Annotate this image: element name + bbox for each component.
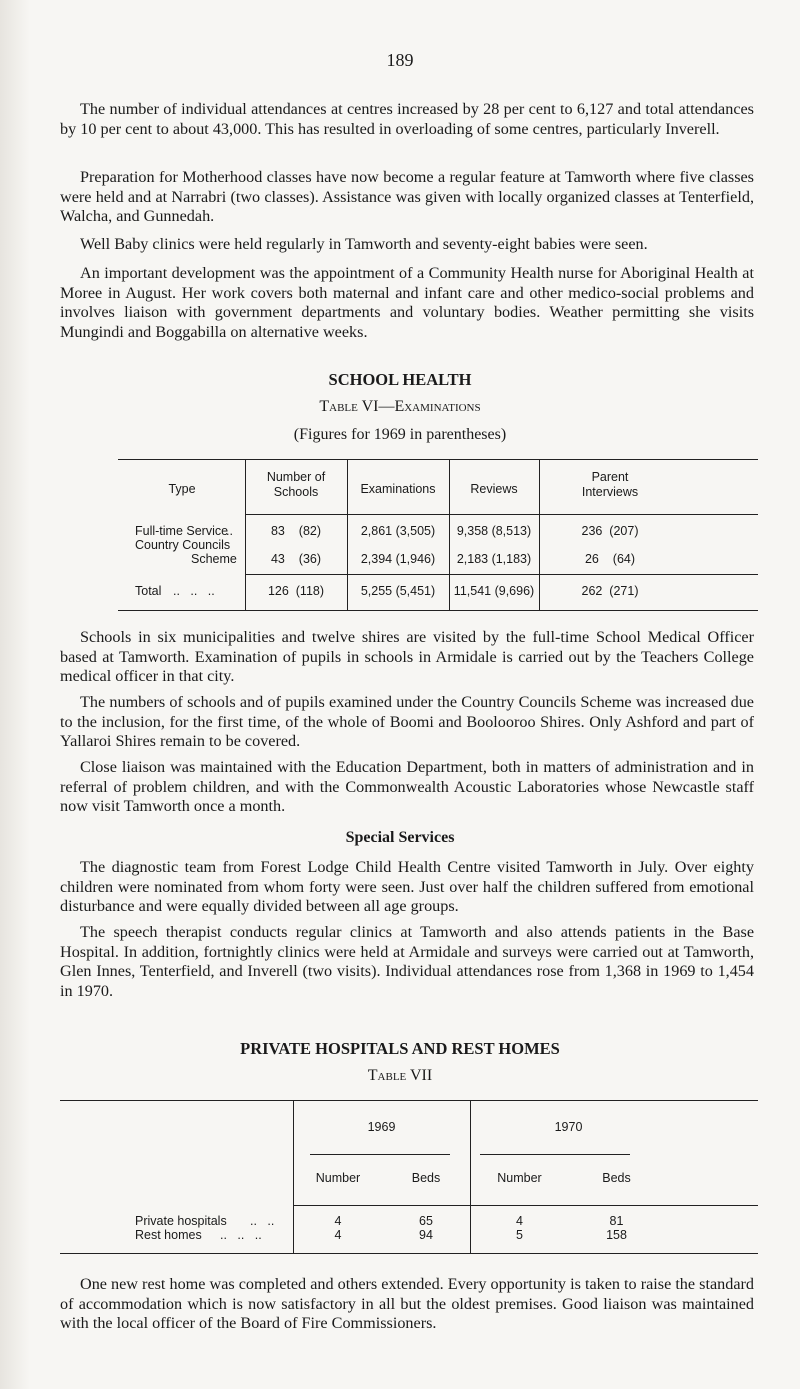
total-parent: 262 (271) — [581, 584, 639, 598]
paragraph-rest-homes: One new rest home was completed and others extended. Every opportunity is taken to raise the standard of accommodation which is now satisfactory in all but the oldest premises. Good liaison was maintained with the local officer of the Board of Fire Commissioners. — [60, 1275, 754, 1332]
private-hospitals-1969-number: 4 — [334, 1214, 342, 1228]
row-country-schools: 43 (36) — [270, 552, 322, 566]
row-private-hospitals-label: Private hospitals — [135, 1214, 227, 1228]
row-full-time-exams: 2,861 (3,505) — [360, 524, 436, 538]
total-reviews: 11,541 (9,696) — [453, 584, 535, 598]
special-services-heading: Special Services — [345, 829, 455, 846]
header-examinations: Examinations — [360, 482, 436, 496]
header-reviews: Reviews — [470, 482, 518, 496]
row-country-reviews: 2,183 (1,183) — [456, 552, 532, 566]
rest-homes-1969-number: 4 — [334, 1228, 342, 1242]
subheader-1969-number: Number — [315, 1171, 361, 1185]
row-rest-homes-dots: .. .. .. — [220, 1228, 262, 1242]
paragraph-school-visits: Schools in six municipalities and twelve shires are visited by the full-time School Medical Officer based at Tamworth. Examination of pupils in schools in Armidale is carried out by the Teachers College medical officer in that city. — [60, 628, 754, 685]
row-country-parent: 26 (64) — [584, 552, 636, 566]
row-full-time-dots: .. — [226, 524, 233, 538]
header-schools-line2: Schools — [273, 485, 319, 499]
paragraph-liaison: Close liaison was maintained with the Education Department, both in matters of administration and in referral of problem children, and with the Commonwealth Acoustic Laboratories whose Newcastle staff now visit Tamworth once a month. — [60, 758, 754, 815]
row-full-time-type: Full-time Service — [135, 524, 229, 538]
table-vi-title: Table VI—Examinations — [319, 398, 481, 415]
paragraph-speech-therapist: The speech therapist conducts regular clinics at Tamworth and also attends patients in the Base Hospital. In addition, fortnightly clinics were held at Armidale and surveys were carried out at Tamworth, Glen Innes, Tenterfield, and Inverell (two visits). Individual attendances rose from 1,368 in 1969 to 1,454 in 1970. — [60, 923, 754, 1000]
table-vii-title: Table VII — [367, 1067, 433, 1084]
rest-homes-1970-beds: 158 — [606, 1228, 627, 1242]
subheader-1970-beds: Beds — [602, 1171, 631, 1185]
school-health-heading: SCHOOL HEALTH — [328, 370, 472, 389]
private-hospitals-1969-beds: 65 — [419, 1214, 433, 1228]
row-full-time-reviews: 9,358 (8,513) — [456, 524, 532, 538]
paragraph-diagnostic-team: The diagnostic team from Forest Lodge Child Health Centre visited Tamworth in July. Over eighty children were nominated from whom forty were seen. Just over half the children suffered from emotional disturbance and were equally divided between all age groups. — [60, 858, 754, 915]
row-country-exams: 2,394 (1,946) — [360, 552, 436, 566]
row-country-type-line1: Country Councils — [135, 538, 231, 552]
table-vi-note: (Figures for 1969 in parentheses) — [293, 426, 507, 443]
subheader-1969-beds: Beds — [411, 1171, 441, 1185]
row-full-time-parent: 236 (207) — [581, 524, 639, 538]
page-number: 189 — [386, 50, 414, 70]
paragraph-well-baby: Well Baby clinics were held regularly in Tamworth and seventy-eight babies were seen. — [80, 235, 648, 253]
paragraph-country-councils: The numbers of schools and of pupils examined under the Country Councils Scheme was increased due to the inclusion, for the first time, of the whole of Boomi and Boolooroo Shires. Only Ashford and part of Yallaroi Shires remain to be covered. — [60, 693, 754, 750]
header-schools-line1: Number of — [266, 470, 326, 484]
year-1970: 1970 — [554, 1120, 583, 1134]
paragraph-attendances: The number of individual attendances at centres increased by 28 per cent to 6,127 and total attendances by 10 per cent to about 43,000. This has resulted in overloading of some centres, particularly Inverell. — [60, 100, 754, 138]
total-schools: 126 (118) — [267, 584, 325, 598]
total-exams: 5,255 (5,451) — [360, 584, 436, 598]
private-hospitals-1970-beds: 81 — [609, 1214, 624, 1228]
total-label: Total — [135, 584, 162, 598]
paragraph-aboriginal-health: An important development was the appointment of a Community Health nurse for Aboriginal Health at Moree in August. Her work covers both maternal and infant care and other medico-social problems and involves liaison with government departments and voluntary bodies. Weather permitting she visits Mungindi and Boggabilla on alternative weeks. — [60, 264, 754, 341]
row-country-type-line2: Scheme — [191, 552, 237, 566]
private-hospitals-heading: PRIVATE HOSPITALS AND REST HOMES — [240, 1039, 560, 1058]
rest-homes-1969-beds: 94 — [419, 1228, 433, 1242]
private-hospitals-1970-number: 4 — [516, 1214, 523, 1228]
row-private-hospitals-dots: .. .. — [250, 1214, 275, 1228]
header-parent-line1: Parent — [591, 470, 629, 484]
subheader-1970-number: Number — [497, 1171, 542, 1185]
header-parent-line2: Interviews — [581, 485, 639, 499]
row-full-time-schools: 83 (82) — [270, 524, 322, 538]
year-1969: 1969 — [367, 1120, 396, 1134]
rest-homes-1970-number: 5 — [516, 1228, 523, 1242]
header-type: Type — [168, 482, 196, 496]
total-dots: .. .. .. — [173, 584, 215, 598]
row-rest-homes-label: Rest homes — [135, 1228, 202, 1242]
paragraph-motherhood-classes: Preparation for Motherhood classes have now become a regular feature at Tamworth where five classes were held and at Narrabri (two classes). Assistance was given with locally organized classes at Tenterfield, Walcha, and Gunnedah. — [60, 168, 754, 225]
